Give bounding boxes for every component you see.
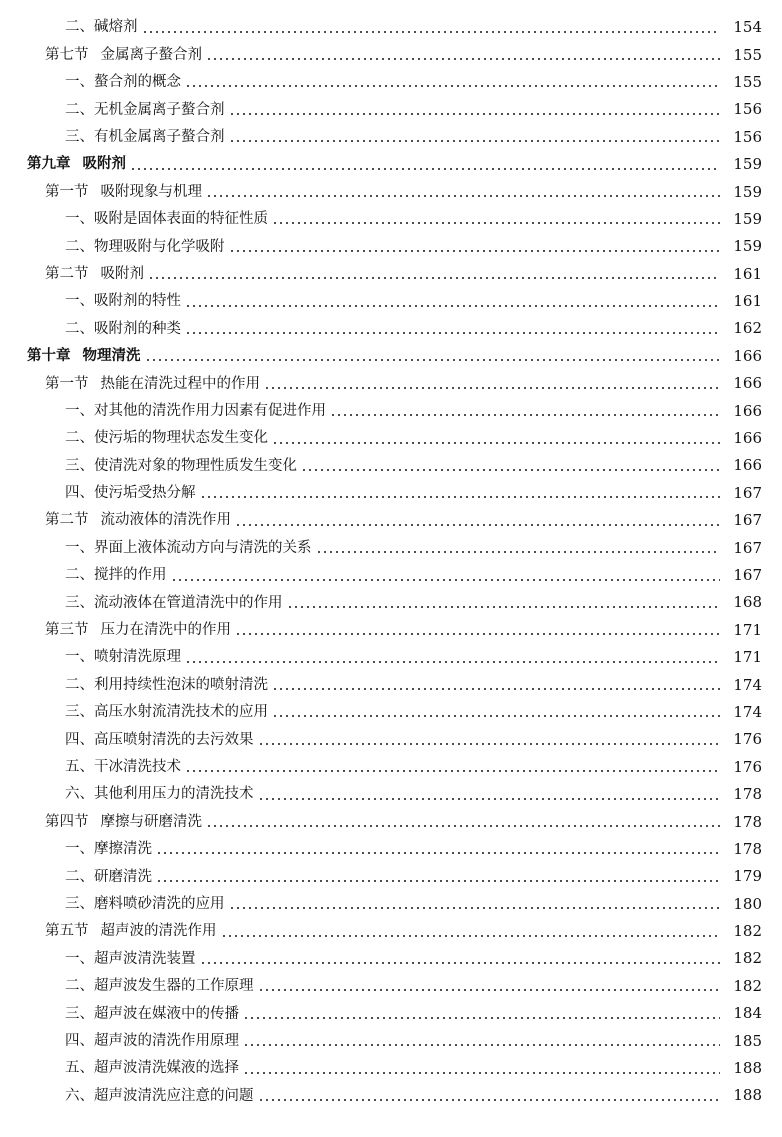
toc-entry-heading: 压力在清洗中的作用 xyxy=(100,622,231,639)
toc-entry-label: 一、超声波清洗装置 xyxy=(65,950,196,967)
page-number: 167 xyxy=(733,511,762,530)
toc-entry-heading: 超声波的清洗作用 xyxy=(100,923,217,940)
page-number: 166 xyxy=(733,401,762,420)
table-of-contents xyxy=(0,14,782,1110)
toc-entry-label: 三、使清洗对象的物理性质发生变化 xyxy=(65,457,297,474)
toc-entry-title xyxy=(45,623,233,638)
toc-entry-item xyxy=(0,233,782,260)
toc-entry-title xyxy=(45,185,204,200)
toc-entry-label: 一、对其他的清洗作用力因素有促进作用 xyxy=(65,402,326,419)
dot-leader xyxy=(206,195,720,197)
toc-entry-title xyxy=(65,650,183,665)
dot-leader xyxy=(185,661,720,663)
toc-entry-label: 三、超声波在媒液中的传播 xyxy=(65,1005,239,1022)
toc-entry-section xyxy=(0,808,782,835)
page-number: 178 xyxy=(733,839,762,858)
toc-entry-section xyxy=(0,41,782,68)
toc-entry-item xyxy=(0,699,782,726)
page-number: 156 xyxy=(733,127,762,146)
dot-leader xyxy=(287,606,721,608)
dot-leader xyxy=(145,359,721,361)
toc-entry-title xyxy=(27,157,128,172)
toc-entry-label: 二、研磨清洗 xyxy=(65,868,152,885)
dot-leader xyxy=(185,770,720,772)
dot-leader xyxy=(258,989,721,991)
page-number: 176 xyxy=(733,757,762,776)
toc-entry-title xyxy=(45,48,204,63)
page-number: 159 xyxy=(733,182,762,201)
page-number: 156 xyxy=(733,100,762,119)
page-number: 178 xyxy=(733,812,762,831)
toc-entry-label: 六、其他利用压力的清洗技术 xyxy=(65,786,254,803)
page-number: 167 xyxy=(733,566,762,584)
page-number: 167 xyxy=(733,538,762,557)
toc-entry-title xyxy=(27,349,143,364)
toc-entry-label: 第十章 xyxy=(27,347,71,365)
toc-entry-title xyxy=(65,294,183,309)
page-number: 166 xyxy=(733,456,762,475)
toc-entry-heading: 吸附现象与机理 xyxy=(100,183,202,200)
page-number: 155 xyxy=(733,45,762,64)
toc-entry-title xyxy=(65,1061,241,1076)
page-number: 166 xyxy=(733,374,762,393)
toc-entry-heading: 热能在清洗过程中的作用 xyxy=(100,375,260,392)
dot-leader xyxy=(229,250,721,252)
toc-entry-item xyxy=(0,534,782,561)
dot-leader xyxy=(258,743,721,745)
page-number: 182 xyxy=(733,949,762,968)
toc-entry-label: 五、超声波清洗媒液的选择 xyxy=(65,1060,239,1077)
page-number: 182 xyxy=(733,976,762,995)
dot-leader xyxy=(272,688,720,690)
toc-entry-title xyxy=(65,596,285,611)
toc-entry-item xyxy=(0,754,782,781)
dot-leader xyxy=(258,1099,721,1101)
page-number: 188 xyxy=(733,1059,762,1078)
toc-entry-heading: 吸附剂 xyxy=(100,265,144,282)
toc-entry-title xyxy=(65,678,270,693)
page-number: 182 xyxy=(733,922,762,941)
toc-entry-section xyxy=(0,261,782,288)
toc-entry-label: 第九章 xyxy=(27,155,71,173)
toc-entry-label: 二、使污垢的物理状态发生变化 xyxy=(65,430,268,447)
toc-entry-item xyxy=(0,836,782,863)
toc-entry-item xyxy=(0,1082,782,1109)
dot-leader xyxy=(156,852,720,854)
toc-entry-item xyxy=(0,945,782,972)
toc-entry-label: 二、无机金属离子螯合剂 xyxy=(65,101,225,118)
toc-entry-title xyxy=(65,733,256,748)
toc-entry-title xyxy=(65,568,169,583)
page-number: 171 xyxy=(733,620,762,639)
toc-entry-title xyxy=(65,979,256,994)
toc-entry-title xyxy=(65,459,299,474)
dot-leader xyxy=(206,825,720,827)
page-number: 178 xyxy=(733,785,762,804)
dot-leader xyxy=(330,414,720,416)
toc-entry-item xyxy=(0,1055,782,1082)
toc-entry-chapter xyxy=(0,343,782,370)
dot-leader xyxy=(171,579,721,581)
toc-entry-title xyxy=(65,1089,256,1104)
page-number: 179 xyxy=(733,867,762,886)
toc-entry-label: 五、干冰清洗技术 xyxy=(65,758,181,775)
toc-entry-title xyxy=(65,760,183,775)
toc-entry-title xyxy=(65,212,270,227)
toc-entry-title xyxy=(65,240,227,255)
toc-entry-heading: 摩擦与研磨清洗 xyxy=(100,813,202,830)
toc-entry-item xyxy=(0,69,782,96)
page-number: 180 xyxy=(733,894,762,913)
dot-leader xyxy=(243,1072,720,1074)
toc-entry-label: 第一节 xyxy=(45,183,89,200)
dot-leader xyxy=(229,113,721,115)
toc-entry-label: 第二节 xyxy=(45,265,89,282)
page-number: 159 xyxy=(733,209,762,228)
dot-leader xyxy=(258,798,721,800)
toc-entry-title xyxy=(65,842,154,857)
dot-leader xyxy=(235,524,720,526)
toc-entry-item xyxy=(0,1027,782,1054)
toc-entry-title xyxy=(65,897,227,912)
toc-entry-label: 三、流动液体在管道清洗中的作用 xyxy=(65,594,283,611)
page-number: 159 xyxy=(733,237,762,256)
toc-entry-title xyxy=(65,486,198,501)
toc-entry-label: 二、物理吸附与化学吸附 xyxy=(65,238,225,255)
page-number: 168 xyxy=(733,593,762,612)
page-number: 161 xyxy=(733,292,762,311)
toc-entry-title xyxy=(45,267,146,282)
page-number: 176 xyxy=(733,730,762,749)
toc-entry-title xyxy=(65,431,270,446)
toc-entry-label: 第五节 xyxy=(45,923,89,940)
dot-leader xyxy=(264,387,720,389)
dot-leader xyxy=(130,168,720,170)
toc-entry-item xyxy=(0,206,782,233)
toc-entry-title xyxy=(65,130,227,145)
toc-entry-label: 第七节 xyxy=(45,46,89,63)
toc-entry-title xyxy=(65,952,198,967)
toc-entry-label: 二、吸附剂的种类 xyxy=(65,320,181,337)
dot-leader xyxy=(148,277,720,279)
dot-leader xyxy=(243,1017,720,1019)
toc-entry-label: 第一节 xyxy=(45,375,89,392)
dot-leader xyxy=(229,140,721,142)
dot-leader xyxy=(272,715,720,717)
page-number: 162 xyxy=(733,319,762,338)
dot-leader xyxy=(142,31,721,33)
toc-entry-label: 一、吸附剂的特性 xyxy=(65,293,181,310)
toc-entry-item xyxy=(0,891,782,918)
page-number: 174 xyxy=(733,675,762,694)
dot-leader xyxy=(243,1044,720,1046)
toc-entry-label: 四、超声波的清洗作用原理 xyxy=(65,1032,239,1049)
dot-leader xyxy=(316,551,721,553)
toc-entry-label: 一、吸附是固体表面的特征性质 xyxy=(65,211,268,228)
dot-leader xyxy=(235,633,720,635)
toc-entry-label: 二、碱熔剂 xyxy=(65,19,138,36)
toc-entry-label: 二、搅拌的作用 xyxy=(65,567,167,584)
toc-entry-title xyxy=(65,404,328,419)
toc-entry-label: 第四节 xyxy=(45,813,89,830)
toc-entry-label: 四、高压喷射清洗的去污效果 xyxy=(65,731,254,748)
toc-entry-item xyxy=(0,425,782,452)
page-number: 166 xyxy=(733,346,762,365)
toc-entry-section xyxy=(0,178,782,205)
toc-entry-section xyxy=(0,370,782,397)
toc-entry-item xyxy=(0,671,782,698)
toc-entry-label: 六、超声波清洗应注意的问题 xyxy=(65,1087,254,1104)
page-number: 154 xyxy=(733,18,762,37)
toc-entry-label: 三、有机金属离子螯合剂 xyxy=(65,129,225,145)
toc-entry-item xyxy=(0,1000,782,1027)
page-number: 171 xyxy=(733,648,762,667)
dot-leader xyxy=(272,222,720,224)
page-number: 185 xyxy=(733,1031,762,1050)
page-number: 167 xyxy=(733,483,762,502)
page-number: 188 xyxy=(733,1086,762,1105)
dot-leader xyxy=(200,962,721,964)
toc-entry-item xyxy=(0,562,782,589)
toc-entry-title xyxy=(65,705,270,720)
toc-entry-heading: 吸附剂 xyxy=(82,155,126,173)
page-number: 166 xyxy=(733,429,762,448)
toc-entry-item xyxy=(0,973,782,1000)
toc-entry-title xyxy=(45,377,262,392)
toc-entry-item xyxy=(0,863,782,890)
page-number: 155 xyxy=(733,72,762,91)
toc-entry-label: 一、界面上液体流动方向与清洗的关系 xyxy=(65,539,312,556)
toc-entry-item xyxy=(0,124,782,151)
toc-entry-title xyxy=(65,103,227,118)
toc-entry-chapter xyxy=(0,151,782,178)
dot-leader xyxy=(185,305,720,307)
toc-entry-label: 第二节 xyxy=(45,512,89,529)
toc-entry-item xyxy=(0,589,782,616)
toc-entry-title xyxy=(65,541,314,556)
toc-entry-title xyxy=(65,870,154,885)
toc-entry-title xyxy=(65,20,140,35)
page-number: 174 xyxy=(733,702,762,721)
toc-entry-label: 二、利用持续性泡沫的喷射清洗 xyxy=(65,676,268,693)
toc-entry-title xyxy=(65,1007,241,1022)
page-number: 161 xyxy=(733,264,762,283)
toc-entry-section xyxy=(0,617,782,644)
dot-leader xyxy=(221,935,721,937)
toc-entry-label: 四、使污垢受热分解 xyxy=(65,485,196,502)
toc-entry-item xyxy=(0,452,782,479)
toc-entry-item xyxy=(0,14,782,41)
toc-entry-item xyxy=(0,480,782,507)
dot-leader xyxy=(301,469,720,471)
toc-entry-section xyxy=(0,507,782,534)
dot-leader xyxy=(200,496,721,498)
toc-entry-title xyxy=(45,513,233,528)
toc-entry-item xyxy=(0,644,782,671)
toc-entry-title xyxy=(65,1034,241,1049)
toc-entry-heading: 金属离子螯合剂 xyxy=(100,46,202,63)
toc-entry-label: 第三节 xyxy=(45,622,89,639)
toc-entry-title xyxy=(45,924,219,939)
toc-entry-title xyxy=(65,75,183,90)
dot-leader xyxy=(272,442,720,444)
toc-entry-label: 三、磨料喷砂清洗的应用 xyxy=(65,895,225,912)
toc-entry-heading: 流动液体的清洗作用 xyxy=(100,512,231,529)
toc-entry-label: 一、喷射清洗原理 xyxy=(65,649,181,666)
dot-leader xyxy=(185,332,720,334)
dot-leader xyxy=(156,880,720,882)
toc-entry-item xyxy=(0,726,782,753)
toc-entry-label: 一、摩擦清洗 xyxy=(65,841,152,858)
dot-leader xyxy=(185,85,720,87)
toc-entry-label: 二、超声波发生器的工作原理 xyxy=(65,978,254,995)
dot-leader xyxy=(206,58,720,60)
toc-entry-label: 一、螯合剂的概念 xyxy=(65,74,181,91)
toc-entry-item xyxy=(0,96,782,123)
toc-entry-item xyxy=(0,781,782,808)
dot-leader xyxy=(229,907,721,909)
toc-entry-item xyxy=(0,315,782,342)
toc-entry-heading: 物理清洗 xyxy=(82,347,141,365)
toc-entry-title xyxy=(45,815,204,830)
page-number: 184 xyxy=(733,1004,762,1023)
toc-entry-item xyxy=(0,288,782,315)
toc-entry-section xyxy=(0,918,782,945)
toc-entry-title xyxy=(65,322,183,337)
toc-entry-label: 三、高压水射流清洗技术的应用 xyxy=(65,704,268,721)
toc-entry-item xyxy=(0,397,782,424)
page-number: 159 xyxy=(733,155,762,174)
toc-entry-title xyxy=(65,787,256,802)
